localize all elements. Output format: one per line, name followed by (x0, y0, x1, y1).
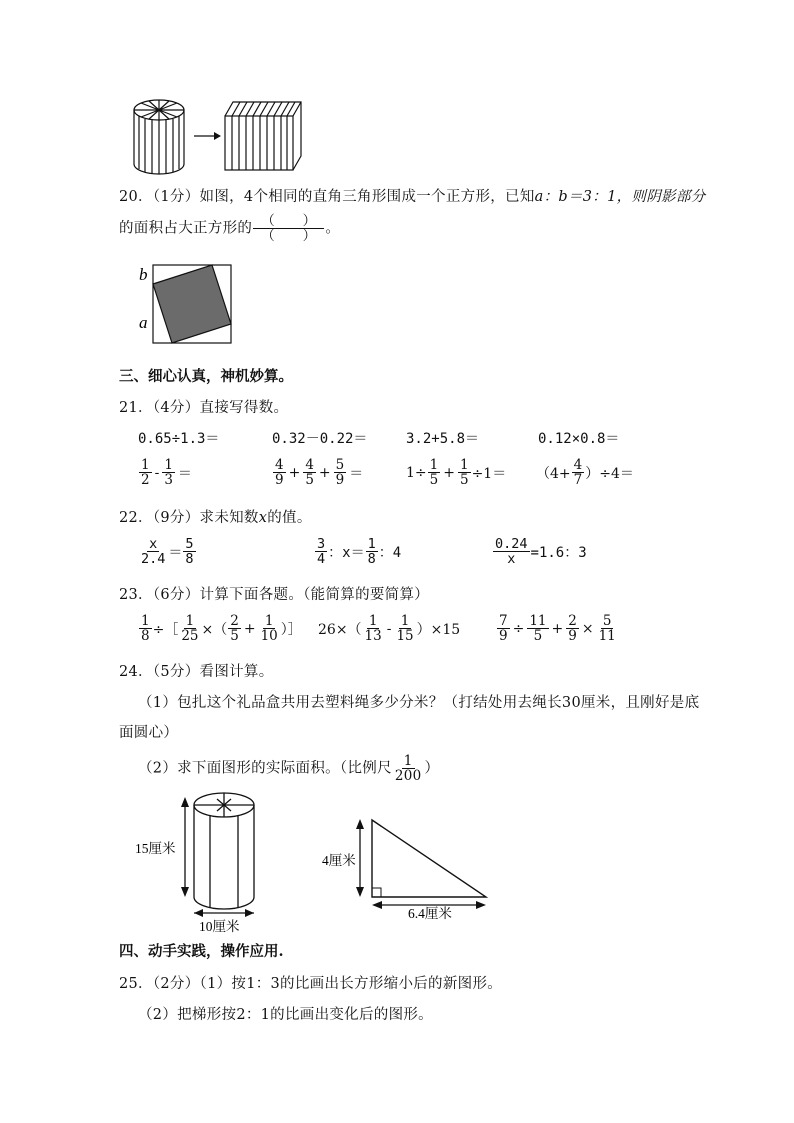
q20-frac-num: （ ） (253, 214, 324, 229)
frac (228, 614, 241, 643)
frac (428, 458, 441, 487)
section-4-title: 四、动手实践，操作应用. (119, 943, 284, 960)
q22-title-text: 22．（9分）求未知数 (119, 510, 259, 526)
frac (394, 614, 415, 643)
frac (315, 537, 327, 566)
den: x (507, 551, 516, 568)
frac (334, 458, 347, 487)
op: - (386, 620, 392, 637)
triangle-height-label: 4厘米 (322, 853, 356, 868)
num: 3 (317, 536, 326, 552)
frac (363, 614, 384, 643)
q20-line1 (119, 185, 705, 206)
q21-title: 21．（4分）直接写得数。 (119, 400, 289, 416)
op: + (318, 464, 331, 481)
shaded-square (153, 265, 231, 343)
num: 1 (400, 613, 410, 629)
q24-p2-text: （2）求下面图形的实际面积。（比例尺 (138, 760, 392, 777)
eq: ＝ (349, 465, 364, 482)
pre: （4+ (536, 465, 571, 482)
q20-line2-text: 的面积占大正方形的 (119, 220, 253, 237)
num: 7 (499, 613, 508, 629)
den: 7 (573, 472, 583, 489)
op: ÷ (512, 620, 525, 637)
den: 11 (598, 628, 616, 645)
num: 5 (602, 613, 612, 629)
frac (179, 614, 200, 643)
q20-ratio: a：b＝3：1，则阴影部分 (534, 189, 706, 205)
q22-eq1 (138, 537, 197, 566)
den: 2.4 (141, 551, 166, 568)
num: 0.24 (495, 536, 528, 552)
frac (597, 614, 618, 643)
q21-row1-item2: 0.32－0.22＝ (272, 431, 368, 447)
triangle-base-label: 6.4厘米 (408, 906, 452, 921)
den: 5 (230, 628, 239, 645)
q21-row2-item3 (406, 458, 506, 487)
frac (183, 537, 195, 566)
den: 2 (141, 472, 150, 489)
right-triangle-figure (320, 805, 495, 925)
frac (458, 458, 471, 487)
den: 9 (275, 472, 284, 489)
num: 4 (275, 457, 284, 473)
frac (139, 458, 152, 487)
num: 1 (185, 613, 195, 629)
frac (497, 614, 510, 643)
q20-frac-den: （ ） (261, 228, 317, 245)
den: 9 (335, 472, 345, 489)
q24-title: 24．（5分）看图计算。 (119, 664, 274, 680)
post: ：4 (378, 544, 402, 561)
q20-answer-fraction[interactable] (253, 214, 324, 243)
eq: ＝ (168, 544, 183, 561)
num: 5 (185, 536, 194, 552)
num: 1 (367, 536, 376, 552)
num: x (149, 536, 158, 552)
post: ÷1＝ (471, 465, 507, 482)
op: ×（ (201, 621, 228, 638)
den: 8 (185, 551, 194, 568)
den: 200 (394, 768, 422, 785)
den: 10 (260, 628, 278, 645)
den: 25 (181, 628, 199, 645)
den: 4 (317, 551, 326, 568)
q21-row2-item2 (272, 458, 365, 487)
q24-p2-after: ） (424, 760, 440, 777)
eq: ＝ (177, 465, 192, 482)
op: ）］ (280, 621, 302, 638)
op: - (154, 464, 160, 481)
q21-row1-item1: 0.65÷1.3＝ (138, 431, 220, 447)
q24-part2 (138, 754, 439, 783)
q25-line1: 25．（2分）（1）按1：3的比画出长方形缩小后的新图形。 (119, 976, 503, 992)
cylinder-to-prism-figure (130, 96, 310, 176)
cylinder-height-label: 15厘米 (135, 841, 176, 856)
op: + (551, 620, 564, 637)
label-a: a (139, 313, 148, 332)
q22-eq3 (492, 537, 587, 566)
op: + (288, 464, 301, 481)
q25-line2: （2）把梯形按2：1的比画出变化后的图形。 (138, 1007, 433, 1023)
post: ）×15 (416, 621, 461, 638)
den: 8 (141, 628, 150, 645)
q20-period: 。 (325, 220, 341, 237)
num: 1 (164, 457, 173, 473)
num: 1 (429, 457, 439, 473)
den: 5 (459, 472, 469, 489)
op: + (243, 620, 256, 637)
square-triangles-figure (135, 262, 235, 346)
den: 9 (568, 628, 577, 645)
q21-row2-item4 (536, 458, 634, 487)
den: 15 (396, 628, 414, 645)
frac (139, 614, 152, 643)
q20-line2 (119, 214, 340, 243)
frac (572, 458, 585, 487)
num: 1 (141, 613, 150, 629)
num: 4 (305, 457, 314, 473)
frac (273, 458, 286, 487)
mid: ：x＝ (328, 544, 365, 561)
post: ）÷4＝ (585, 465, 634, 482)
num: 1 (459, 457, 469, 473)
op: + (443, 464, 455, 481)
gift-box-cylinder-figure (133, 785, 273, 935)
q22-var: x (258, 510, 268, 526)
q23-expr3 (496, 614, 619, 643)
den: 13 (364, 628, 382, 645)
q23-expr2 (318, 614, 460, 643)
q20-text: 20．（1分）如图，4个相同的直角三角形围成一个正方形，已知 (119, 189, 535, 205)
q21-row1-item3: 3.2+5.8＝ (406, 431, 480, 447)
q24-part1-line2: 面圆心） (119, 725, 179, 741)
q24-part1-line1: （1）包扎这个礼品盒共用去塑料绳多少分米？（打结处用去绳长30厘米，且刚好是底 (138, 695, 700, 711)
q22-eq2 (314, 537, 401, 566)
num: 1 (264, 613, 274, 629)
q21-row2-item1 (138, 458, 194, 487)
frac (527, 614, 548, 643)
den: 5 (429, 472, 439, 489)
scale-fraction (393, 754, 424, 783)
label-b: b (139, 265, 148, 284)
section-3-title: 三、细心认真，神机妙算。 (119, 368, 293, 385)
frac (303, 458, 316, 487)
post: =1.6：3 (530, 544, 587, 561)
num: 1 (403, 753, 413, 769)
op: ÷［ (152, 621, 179, 638)
cylinder-diameter-label: 10厘米 (199, 919, 240, 934)
num: 1 (141, 457, 150, 473)
pre: 26×（ (318, 621, 362, 638)
num: 4 (573, 457, 583, 473)
num: 1 (368, 613, 378, 629)
frac (366, 537, 378, 566)
q22-title-after: 的值。 (267, 510, 312, 526)
num: 2 (230, 613, 239, 629)
op: × (581, 620, 594, 637)
num: 2 (568, 613, 577, 629)
q21-row1-item4: 0.12×0.8＝ (538, 431, 620, 447)
frac (259, 614, 280, 643)
den: 5 (533, 628, 543, 645)
q23-title: 23．（6分）计算下面各题。（能简算的要简算） (119, 587, 430, 603)
frac (162, 458, 175, 487)
pre: 1÷ (406, 464, 427, 481)
frac (493, 537, 530, 566)
den: 9 (499, 628, 508, 645)
frac (566, 614, 579, 643)
num: 11 (529, 613, 547, 629)
q22-title (119, 506, 312, 527)
frac (139, 537, 167, 566)
den: 5 (305, 472, 314, 489)
den: 8 (367, 551, 376, 568)
q23-expr1 (138, 614, 302, 643)
den: 3 (164, 472, 173, 489)
num: 5 (335, 457, 345, 473)
